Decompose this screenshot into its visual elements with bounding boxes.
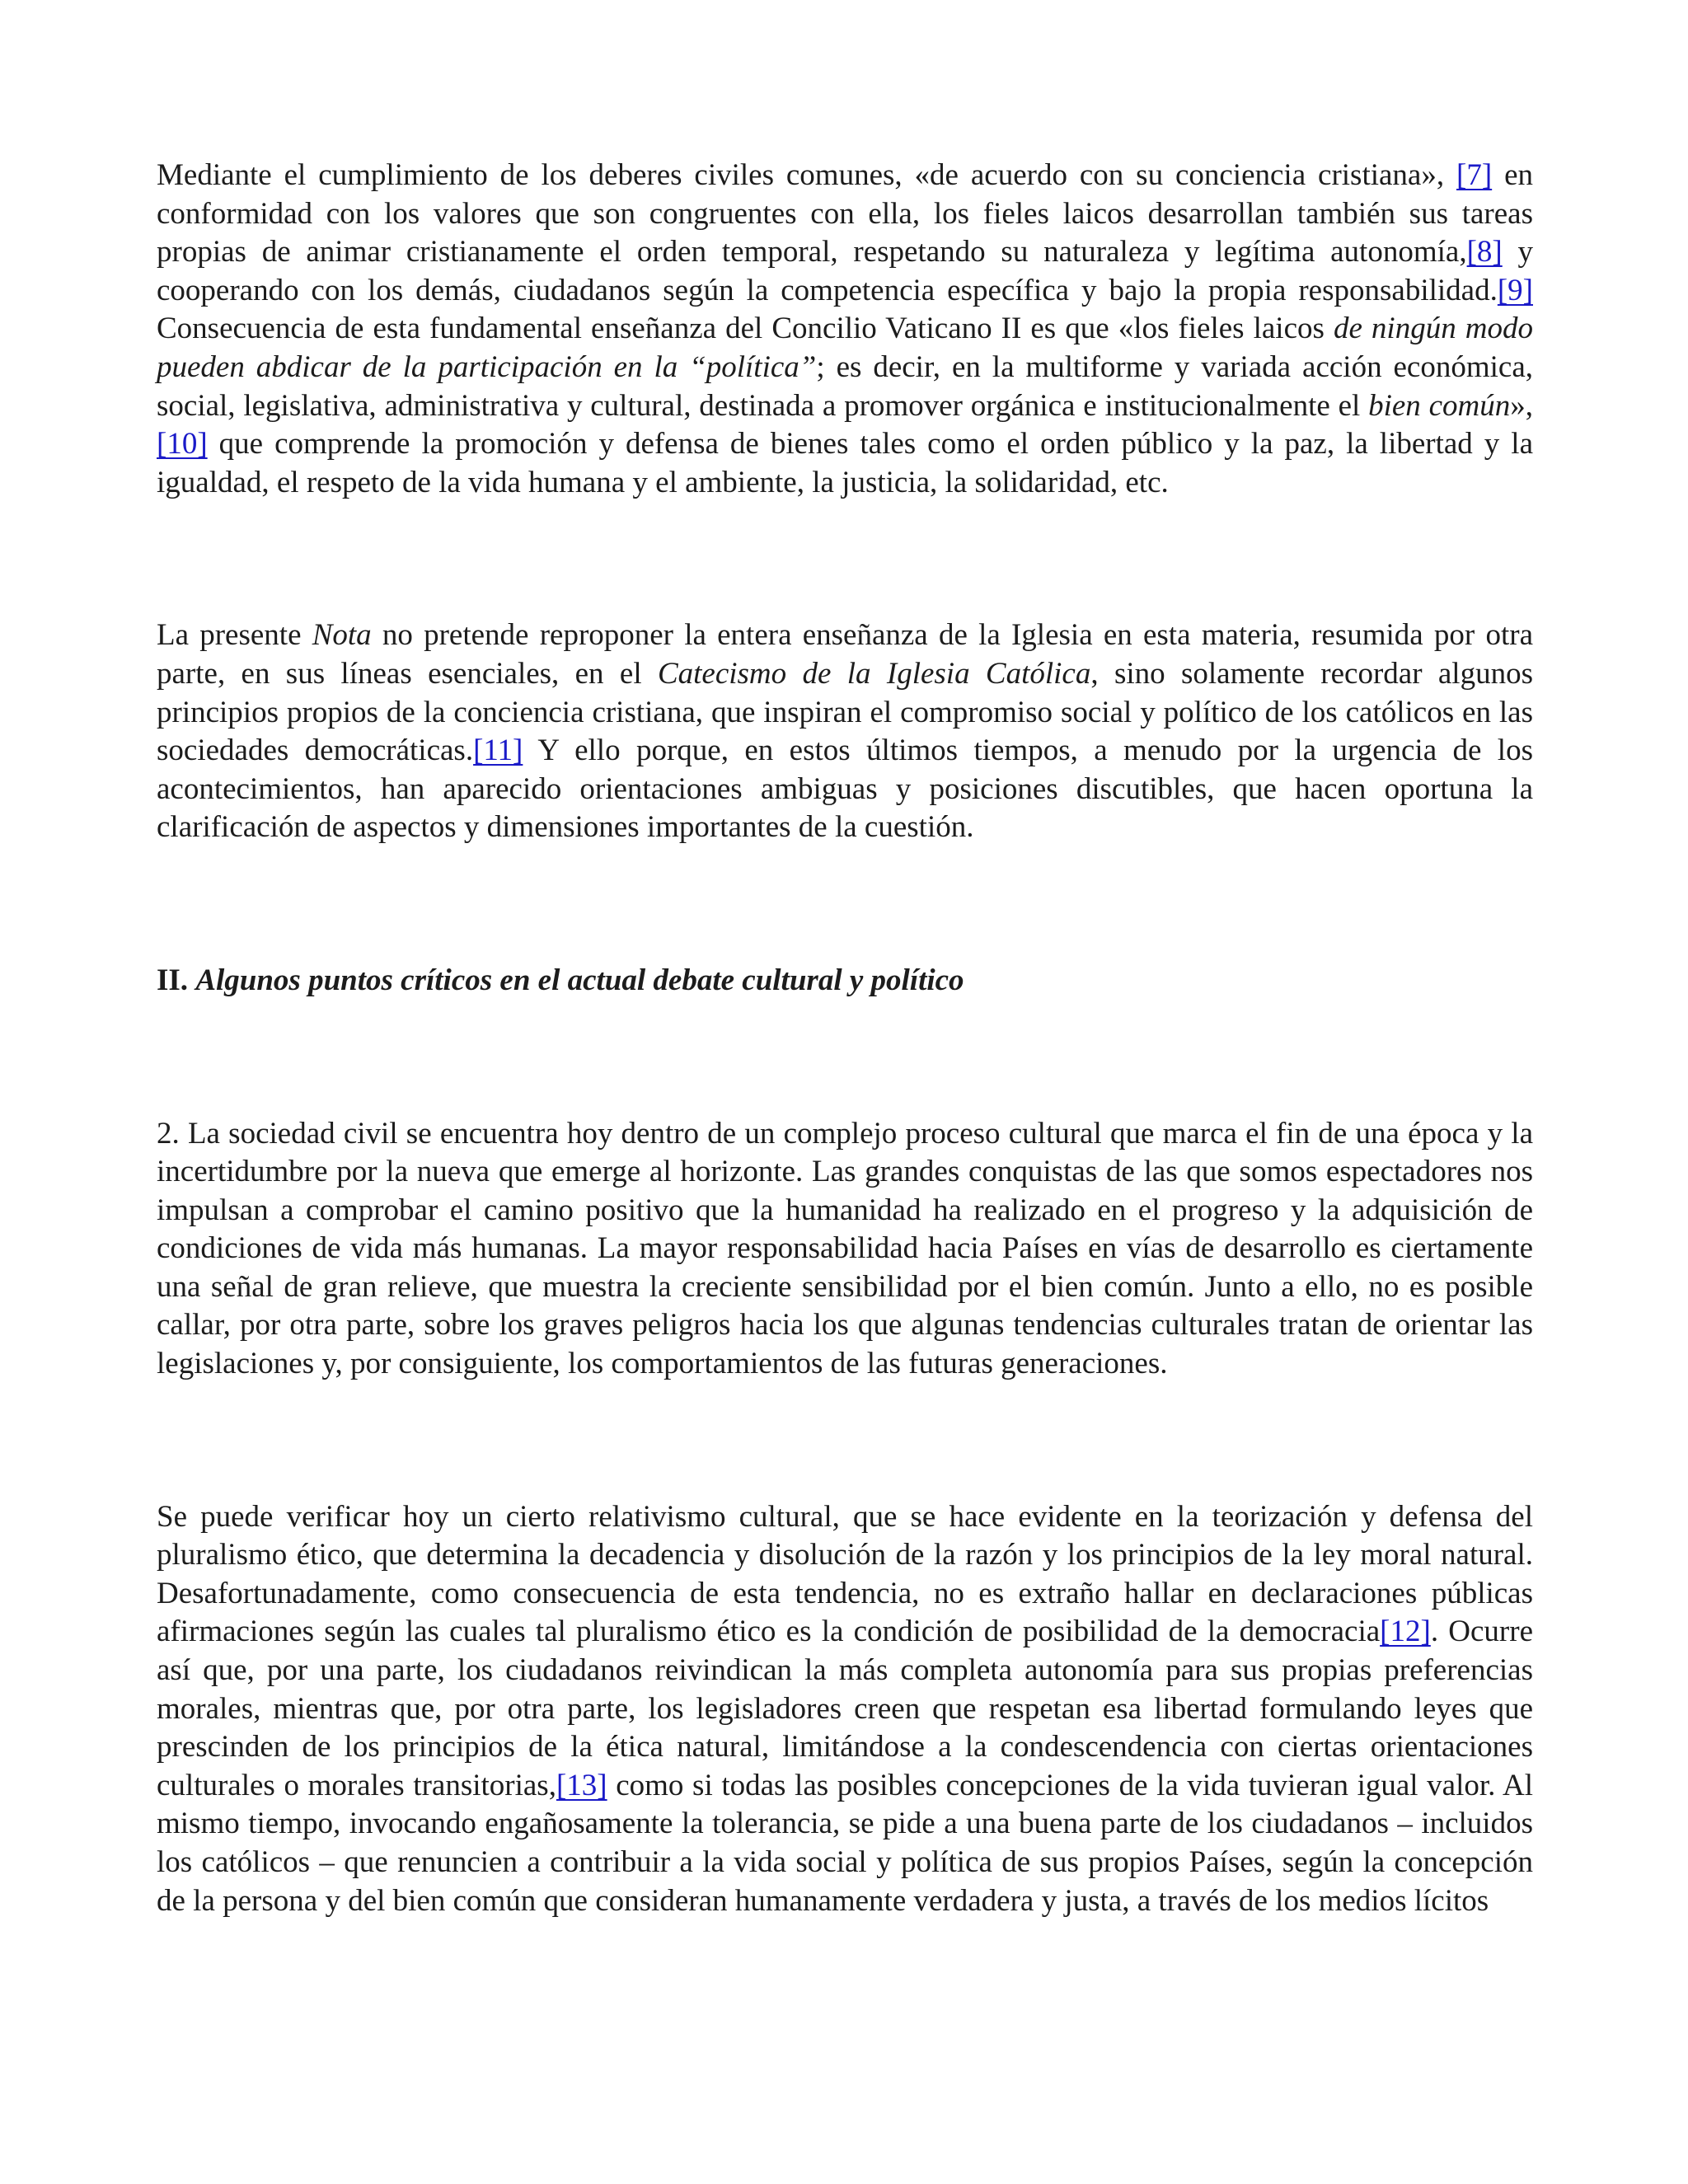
- paragraph-note-purpose: [157, 616, 1533, 847]
- paragraph-text: Se puede verificar hoy un cierto relativismo cultural, que se hace evidente en la teorización y defensa del pluralismo ético, que determina la decadencia y disolución de la razón y los principios de la ley moral natural. Desafortunadamente, como consecuencia de esta tendencia, no es extraño hallar en declaraciones públicas afirmaciones según las cuales tal pluralismo ético es la condición de posibilidad de la democracia: [157, 1499, 1533, 1649]
- footnote-link-11[interactable]: [11]: [473, 733, 523, 768]
- paragraph-text: Mediante el cumplimiento de los deberes civiles comunes, «de acuerdo con su conciencia cristiana»,: [157, 158, 1457, 192]
- footnote-link-10[interactable]: [10]: [157, 427, 208, 462]
- paragraph-text: Y ello porque, en estos últimos tiempos, a menudo por la urgencia de los acontecimientos, han aparecido orientaciones ambiguas y posiciones discutibles, que hacen oportuna la clarificación de aspectos y dimensiones importantes de la cuestión.: [157, 733, 1533, 845]
- emphasis-text: Catecismo de la Iglesia Católica: [657, 656, 1091, 691]
- footnote-link-7[interactable]: [7]: [1456, 158, 1493, 192]
- paragraph-text: en conformidad con los valores que son congruentes con ella, los fieles laicos desarrollan también sus tareas propias de animar cristianamente el orden temporal, respetando su naturaleza y legítima autonomía,: [157, 158, 1533, 269]
- document-page: [157, 157, 1533, 1920]
- paragraph-text: »,: [1510, 388, 1533, 423]
- paragraph-text: Consecuencia de esta fundamental enseñanza del Concilio Vaticano II es que «los fieles laicos: [157, 312, 1334, 346]
- paragraph-text: . Ocurre así que, por una parte, los ciudadanos reivindican la más completa autonomía para sus propias preferencias morales, mientras que, por otra parte, los legisladores creen que respetan esa libertad formulando leyes que prescinden de los principios de la ética natural, limitándose a la condescendencia con ciertas orientaciones culturales o morales transitorias,: [157, 1615, 1533, 1802]
- paragraph-text: La presente: [157, 618, 312, 653]
- paragraph-text: , sino solamente recordar algunos principios propios de la conciencia cristiana, que inspiran el compromiso social y político de los católicos en las sociedades democráticas.: [157, 656, 1533, 768]
- emphasis-text: de ningún modo pueden abdicar de la participación en la “política”: [157, 312, 1533, 384]
- paragraph-text: ; es decir, en la multiforme y variada acción económica, social, legislativa, administrativa y cultural, destinada a promover orgánica e institucionalmente el: [157, 349, 1533, 423]
- section-heading: [157, 962, 1533, 1001]
- paragraph-civil-society: [157, 1115, 1533, 1384]
- section-title: Algunos puntos críticos en el actual debate cultural y político: [195, 963, 964, 997]
- emphasis-text: bien común: [1368, 388, 1511, 423]
- footnote-link-8[interactable]: [8]: [1466, 235, 1503, 269]
- paragraph-cultural-relativism: [157, 1498, 1533, 1921]
- footnote-link-9[interactable]: [9]: [1497, 273, 1533, 307]
- footnote-link-12[interactable]: [12]: [1380, 1615, 1431, 1649]
- section-numeral: II.: [157, 963, 189, 997]
- paragraph-civil-duties: [157, 157, 1533, 502]
- footnote-link-13[interactable]: [13]: [556, 1768, 607, 1802]
- paragraph-text: y cooperando con los demás, ciudadanos según la competencia específica y bajo la propia responsabilidad.: [157, 235, 1534, 307]
- emphasis-text: Nota: [312, 618, 372, 653]
- paragraph-text: no pretende reproponer la entera enseñanza de la Iglesia en esta materia, resumida por otra parte, en sus líneas esenciales, en el: [157, 618, 1533, 691]
- paragraph-text: que comprende la promoción y defensa de bienes tales como el orden público y la paz, la libertad y la igualdad, el respeto de la vida humana y el ambiente, la justicia, la solidaridad, etc.: [157, 427, 1533, 499]
- paragraph-text: 2. La sociedad civil se encuentra hoy dentro de un complejo proceso cultural que marca el fin de una época y la incertidumbre por la nueva que emerge al horizonte. Las grandes conquistas de las que somos espectadores nos impulsan a comprobar el camino positivo que la humanidad ha realizado en el progreso y la adquisición de condiciones de vida más humanas. La mayor responsabilidad hacia Países en vías de desarrollo es ciertamente una señal de gran relieve, que muestra la creciente sensibilidad por el bien común. Junto a ello, no es posible callar, por otra parte, sobre los graves peligros hacia los que algunas tendencias culturales tratan de orientar las legislaciones y, por consiguiente, los comportamientos de las futuras generaciones.: [157, 1116, 1533, 1381]
- paragraph-text: como si todas las posibles concepciones de la vida tuvieran igual valor. Al mismo tiempo, invocando engañosamente la tolerancia, se pide a una buena parte de los ciudadanos – incluidos los católicos – que renuncien a contribuir a la vida social y política de sus propios Países, según la concepción de la persona y del bien común que consideran humanamente verdadera y justa, a través de los medios lícitos: [157, 1768, 1533, 1918]
